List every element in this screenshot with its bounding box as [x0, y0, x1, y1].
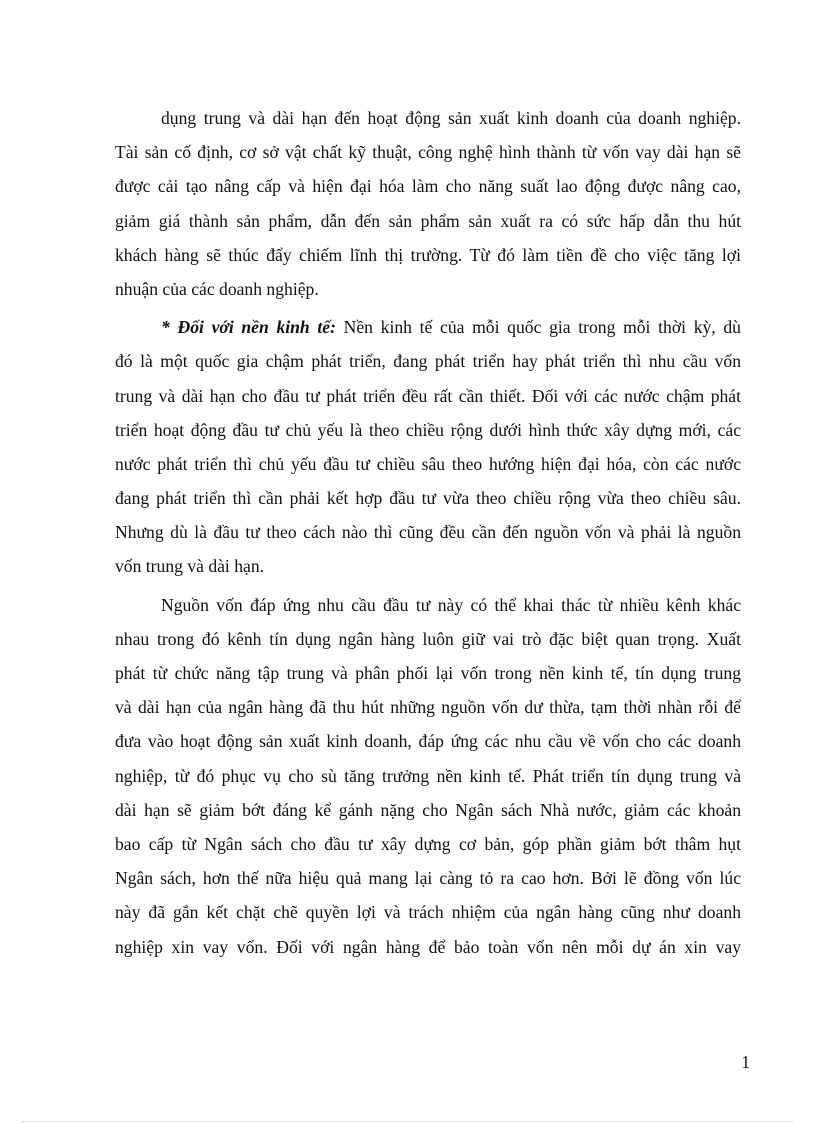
text-line: đưa vào hoạt động sản xuất kinh doanh, đáp ứng các nhu cầu về vốn cho các doanh	[115, 731, 741, 752]
text-line	[115, 310, 741, 344]
text-line: bao cấp từ Ngân sách cho đầu tư xây dựng cơ bản, góp phần giảm bớt thâm hụt	[115, 833, 741, 854]
document-body	[115, 101, 741, 964]
section-lead: * Đối với nền kinh tế:	[161, 317, 336, 338]
paragraph-1	[115, 101, 741, 306]
text-line: vốn trung và dài hạn.	[115, 556, 265, 577]
text-line: nhau trong đó kênh tín dụng ngân hàng luôn giữ vai trò đặc biệt quan trọng. Xuất	[115, 628, 741, 649]
text-line: dài hạn sẽ giảm bớt đáng kể gánh nặng cho Ngân sách Nhà nước, giảm các khoản	[115, 799, 741, 820]
text-line: Nhưng dù là đầu tư theo cách nào thì cũng đều cần đến nguồn vốn và phải là nguồn	[115, 522, 741, 543]
text-line: trung và dài hạn cho đầu tư phát triển đều rất cần thiết. Đối với các nước chậm phát	[115, 385, 741, 406]
page-number: 1	[741, 1052, 750, 1072]
paragraph-2	[115, 310, 741, 584]
text-line: triển hoạt động đầu tư chủ yếu là theo chiều rộng dưới hình thức xây dựng mới, các	[115, 419, 741, 440]
text-line: Nguồn vốn đáp ứng nhu cầu đầu tư này có thể khai thác từ nhiều kênh khác	[161, 594, 741, 615]
page-bottom-divider	[22, 1121, 794, 1122]
text-line: được cải tạo nâng cấp và hiện đại hóa làm cho năng suất lao động được nâng cao,	[115, 176, 741, 197]
text-line: giảm giá thành sản phẩm, dẫn đến sản phẩm sản xuất ra có sức hấp dẫn thu hút	[115, 210, 741, 231]
text-line: nghiệp xin vay vốn. Đối với ngân hàng để bảo toàn vốn nên mỗi dự án xin vay	[115, 936, 741, 957]
text-line: đang phát triển thì cần phải kết hợp đầu tư vừa theo chiều rộng vừa theo chiều sâu.	[115, 488, 741, 509]
text-line: khách hàng sẽ thúc đẩy chiếm lĩnh thị trường. Từ đó làm tiền đề cho việc tăng lợi	[115, 244, 741, 265]
text-line: Ngân sách, hơn thế nữa hiệu quả mang lại càng tỏ ra cao hơn. Bởi lẽ đồng vốn lúc	[115, 868, 741, 889]
text-line: này đã gắn kết chặt chẽ quyền lợi và trách nhiệm của ngân hàng cũng như doanh	[115, 902, 741, 923]
text-line: nhuận của các doanh nghiệp.	[115, 278, 319, 299]
text-line: nước phát triển thì chủ yếu đầu tư chiều sâu theo hướng hiện đại hóa, còn các nước	[115, 453, 741, 474]
text-line: dụng trung và dài hạn đến hoạt động sản xuất kinh doanh của doanh nghiệp.	[161, 108, 741, 128]
text-line: đó là một quốc gia chậm phát triển, đang phát triển hay phát triển thì nhu cầu vốn	[115, 351, 741, 372]
paragraph-3	[115, 588, 741, 964]
text-line: nghiệp, từ đó phục vụ cho sù tăng trưởng nền kinh tế. Phát triển tín dụng trung và	[115, 765, 741, 786]
text-line: phát từ chức năng tập trung và phân phối lại vốn trong nền kinh tế, tín dụng trung	[115, 663, 741, 683]
text-line: và dài hạn của ngân hàng đã thu hút những nguồn vốn dư thừa, tạm thời nhàn rỗi để	[115, 697, 741, 718]
text-line: Tài sản cố định, cơ sở vật chất kỹ thuật, công nghệ hình thành từ vốn vay dài hạn sẽ	[115, 142, 741, 163]
text-run: Nền kinh tế của mỗi quốc gia trong mỗi thời kỳ, dù	[335, 317, 741, 338]
